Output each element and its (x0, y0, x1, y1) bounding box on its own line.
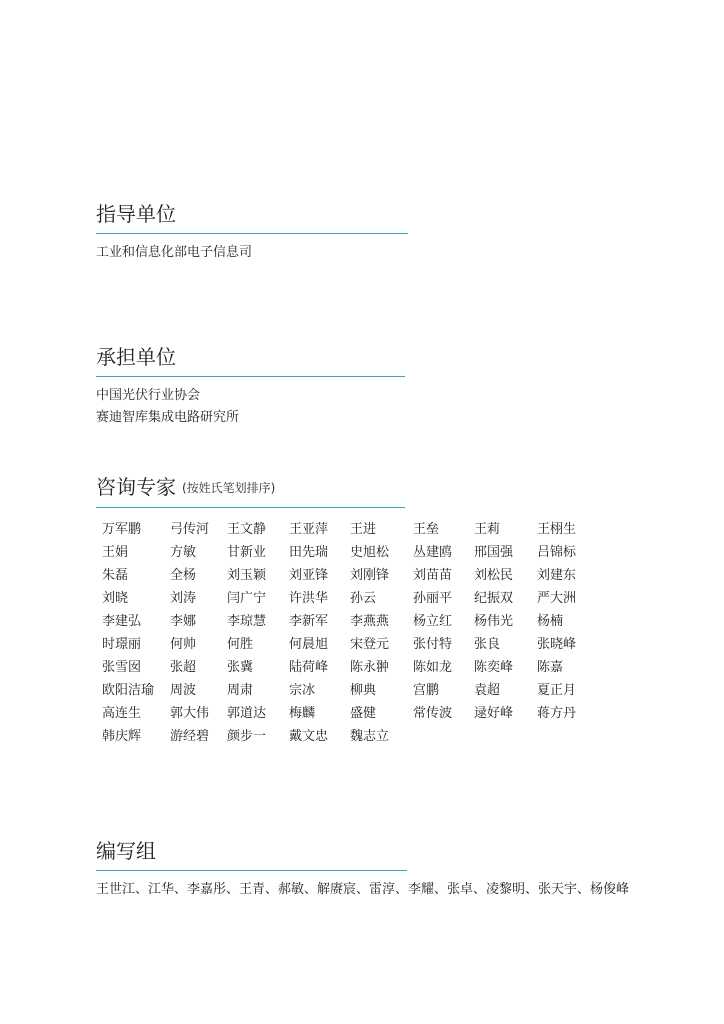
expert-name: 夏正月 (537, 683, 577, 698)
expert-name: 邢国强 (474, 545, 514, 560)
expert-name: 时璟丽 (102, 637, 142, 652)
expert-name: 颜步一 (227, 729, 267, 744)
expert-name: 刘涛 (170, 591, 197, 606)
expert-name: 杨立红 (413, 614, 453, 629)
writing-divider (96, 870, 407, 871)
expert-name: 刘亚锋 (289, 568, 329, 583)
expert-name: 张付特 (413, 637, 453, 652)
expert-name: 游经碧 (170, 729, 210, 744)
undertake-line: 中国光伏行业协会 (96, 388, 201, 403)
experts-sort-note: (按姓氏笔划排序) (182, 481, 276, 495)
expert-name: 张雪囡 (102, 660, 142, 675)
expert-name: 张冀 (227, 660, 254, 675)
expert-name: 李新军 (289, 614, 329, 629)
expert-name: 戴文忠 (289, 729, 329, 744)
experts-title: 咨询专家 (96, 475, 176, 499)
expert-name: 盛健 (350, 706, 377, 721)
expert-name: 陈奕峰 (474, 660, 514, 675)
expert-name: 刘松民 (474, 568, 514, 583)
expert-name: 李琼慧 (227, 614, 267, 629)
writing-members: 王世江、江华、李嘉彤、王青、郝敏、解赓宸、雷淳、李耀、张卓、凌黎明、张天宇、杨俊峰 (96, 882, 630, 897)
experts-section (96, 474, 616, 748)
undertake-section (96, 344, 405, 429)
expert-name: 刘刚锋 (350, 568, 390, 583)
expert-name: 周波 (170, 683, 197, 698)
expert-name: 欧阳洁瑜 (102, 683, 155, 698)
expert-name: 常传波 (413, 706, 453, 721)
expert-name: 吕锦标 (537, 545, 577, 560)
expert-name: 刘建东 (537, 568, 577, 583)
experts-divider (96, 507, 405, 508)
expert-name: 闫广宁 (227, 591, 267, 606)
expert-name: 丛建鸥 (413, 545, 453, 560)
expert-name: 孙云 (350, 591, 377, 606)
expert-name: 王亚萍 (289, 522, 329, 537)
expert-name: 郭道达 (227, 706, 267, 721)
guide-divider (96, 233, 408, 234)
expert-name: 方敏 (170, 545, 197, 560)
expert-name: 全杨 (170, 568, 197, 583)
expert-name: 甘新业 (227, 545, 267, 560)
expert-name: 田先瑞 (289, 545, 329, 560)
expert-name: 刘玉颖 (227, 568, 267, 583)
expert-name: 严大洲 (537, 591, 577, 606)
expert-name: 史旭松 (350, 545, 390, 560)
undertake-line: 赛迪智库集成电路研究所 (96, 410, 240, 425)
expert-name: 孙丽平 (413, 591, 453, 606)
expert-name: 弓传河 (170, 522, 210, 537)
expert-name: 何晨旭 (289, 637, 329, 652)
expert-name: 周肃 (227, 683, 254, 698)
expert-name: 逯好峰 (474, 706, 514, 721)
expert-name: 李建弘 (102, 614, 142, 629)
expert-name: 王进 (350, 522, 377, 537)
undertake-list (96, 385, 405, 429)
experts-heading (96, 474, 405, 501)
expert-name: 纪振双 (474, 591, 514, 606)
expert-name: 王垒 (413, 522, 440, 537)
expert-name: 李娜 (170, 614, 197, 629)
expert-name: 万军鹏 (102, 522, 142, 537)
expert-name: 柳典 (350, 683, 377, 698)
expert-name: 宗冰 (289, 683, 316, 698)
expert-name: 陆荷峰 (289, 660, 329, 675)
expert-name: 朱磊 (102, 568, 129, 583)
guide-section (96, 201, 408, 264)
expert-name: 王栩生 (537, 522, 577, 537)
expert-name: 王文静 (227, 522, 267, 537)
expert-name: 刘苗苗 (413, 568, 453, 583)
expert-name: 高连生 (102, 706, 142, 721)
expert-name: 李燕燕 (350, 614, 390, 629)
expert-name: 陈如龙 (413, 660, 453, 675)
guide-heading: 指导单位 (96, 202, 176, 226)
expert-name: 刘晓 (102, 591, 129, 606)
expert-name: 何胜 (227, 637, 254, 652)
experts-grid (102, 518, 616, 748)
expert-name: 张晓峰 (537, 637, 577, 652)
expert-name: 张良 (474, 637, 501, 652)
expert-name: 宋登元 (350, 637, 390, 652)
expert-name: 蒋方丹 (537, 706, 577, 721)
expert-name: 王娟 (102, 545, 129, 560)
expert-name: 陈永翀 (350, 660, 390, 675)
undertake-heading: 承担单位 (96, 345, 176, 369)
expert-name: 张超 (170, 660, 197, 675)
guide-content: 工业和信息化部电子信息司 (96, 245, 253, 260)
expert-name: 郭大伟 (170, 706, 210, 721)
writing-section (96, 838, 636, 901)
undertake-divider (96, 376, 405, 377)
expert-name: 袁超 (474, 683, 501, 698)
writing-heading: 编写组 (96, 839, 156, 863)
expert-name: 何帅 (170, 637, 197, 652)
expert-name: 王莉 (474, 522, 501, 537)
expert-name: 杨伟光 (474, 614, 514, 629)
expert-name: 梅麟 (289, 706, 316, 721)
expert-name: 韩庆辉 (102, 729, 142, 744)
expert-name: 陈嘉 (537, 660, 564, 675)
expert-name: 许洪华 (289, 591, 329, 606)
expert-name: 杨楠 (537, 614, 564, 629)
expert-name: 魏志立 (350, 729, 390, 744)
expert-name: 宫鹏 (413, 683, 440, 698)
